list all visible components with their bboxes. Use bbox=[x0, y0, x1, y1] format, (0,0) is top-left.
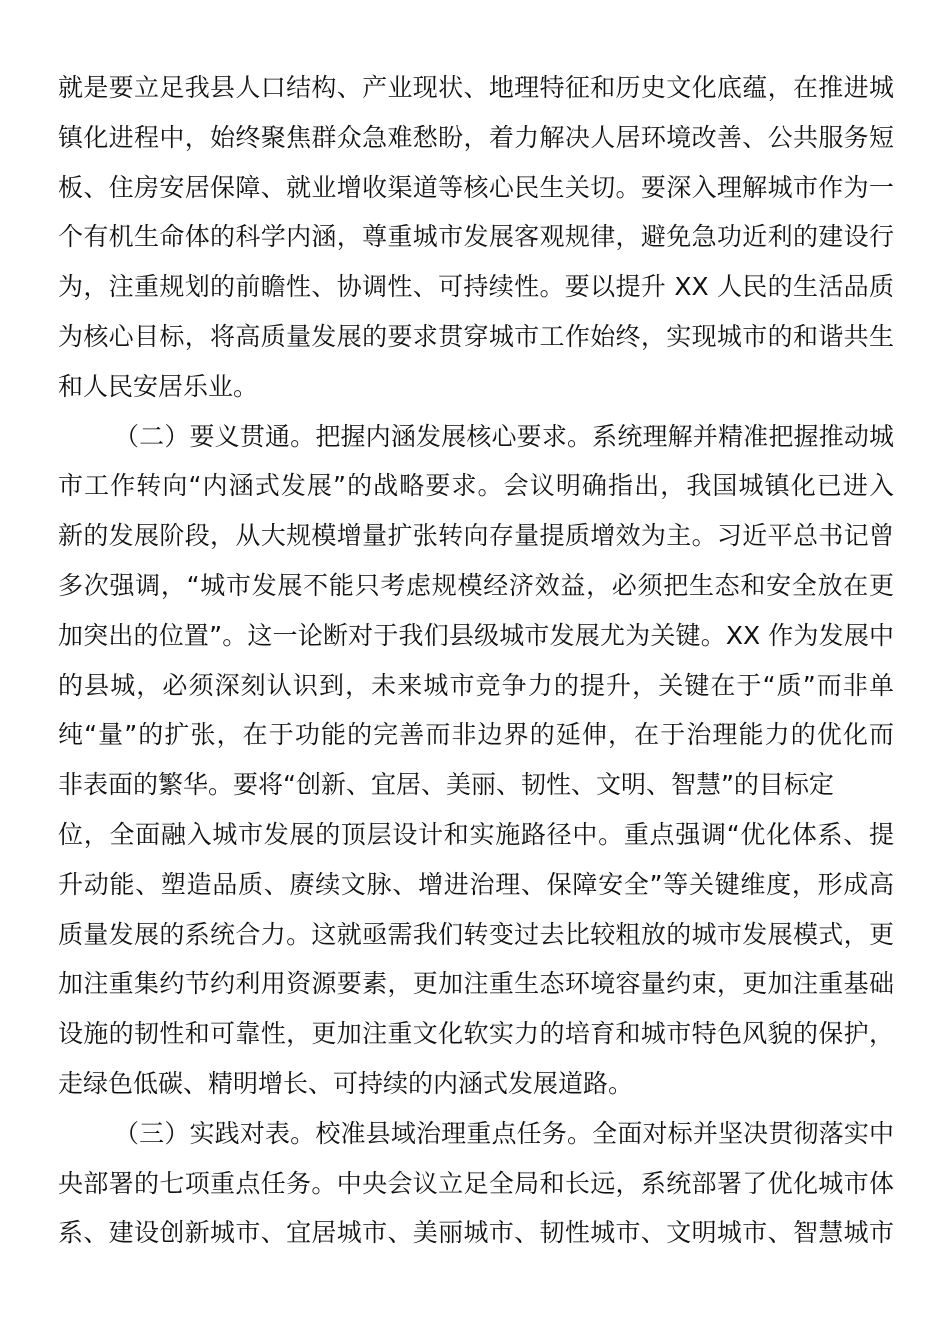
text-line: 质量发展的系统合力。这就亟需我们转变过去比较粗放的城市发展模式，更 bbox=[58, 919, 894, 949]
text-line: 升动能、塑造品质、赓续文脉、增进治理、保障安全”等关键维度，形成高 bbox=[58, 869, 894, 899]
text-line: 系、建设创新城市、宜居城市、美丽城市、韧性城市、文明城市、智慧城市 bbox=[58, 1218, 894, 1248]
text-line: 非表面的繁华。要将“创新、宜居、美丽、韧性、文明、智慧”的目标定 bbox=[58, 770, 834, 800]
text-line: 为核心目标，将高质量发展的要求贯穿城市工作始终，实现城市的和谐共生 bbox=[58, 321, 894, 351]
text-line: 就是要立足我县人口结构、产业现状、地理特征和历史文化底蕴，在推进城 bbox=[58, 73, 894, 102]
paragraph-start-line: （二）要义贯通。把握内涵发展核心要求。系统理解并精准把握推动城 bbox=[114, 421, 894, 451]
text-line: 走绿色低碳、精明增长、可持续的内涵式发展道路。 bbox=[58, 1068, 634, 1098]
text-line: 个有机生命体的科学内涵，尊重城市发展客观规律，避免急功近利的建设行 bbox=[58, 222, 894, 252]
text-line: 加注重集约节约利用资源要素，更加注重生态环境容量约束，更加注重基础 bbox=[58, 969, 894, 999]
text-line: 新的发展阶段，从大规模增量扩张转向存量提质增效为主。习近平总书记曾 bbox=[58, 521, 894, 551]
paragraph-start-line: （三）实践对表。校准县域治理重点任务。全面对标并坚决贯彻落实中 bbox=[114, 1118, 894, 1148]
text-line: 板、住房安居保障、就业增收渠道等核心民生关切。要深入理解城市作为一 bbox=[58, 172, 894, 202]
text-line: 为，注重规划的前瞻性、协调性、可持续性。要以提升 XX 人民的生活品质 bbox=[58, 272, 894, 302]
document-body bbox=[58, 63, 894, 1258]
text-line: 加突出的位置”。这一论断对于我们县级城市发展尤为关键。XX 作为发展中 bbox=[58, 620, 894, 650]
text-line: 市工作转向“内涵式发展”的战略要求。会议明确指出，我国城镇化已进入 bbox=[58, 471, 894, 501]
text-line: 的县城，必须深刻认识到，未来城市竞争力的提升，关键在于“质”而非单 bbox=[58, 670, 894, 700]
text-line: 央部署的七项重点任务。中央会议立足全局和长远，系统部署了优化城市体 bbox=[58, 1168, 894, 1198]
text-line: 设施的韧性和可靠性，更加注重文化软实力的培育和城市特色风貌的保护， bbox=[58, 1019, 894, 1049]
text-line: 镇化进程中，始终聚焦群众急难愁盼，着力解决人居环境改善、公共服务短 bbox=[58, 122, 894, 152]
text-line: 位，全面融入城市发展的顶层设计和实施路径中。重点强调“优化体系、提 bbox=[58, 819, 894, 849]
text-line: 多次强调，“城市发展不能只考虑规模经济效益，必须把生态和安全放在更 bbox=[58, 570, 894, 600]
text-line: 和人民安居乐业。 bbox=[58, 371, 259, 401]
text-line: 纯“量”的扩张，在于功能的完善而非边界的延伸，在于治理能力的优化而 bbox=[58, 720, 894, 750]
